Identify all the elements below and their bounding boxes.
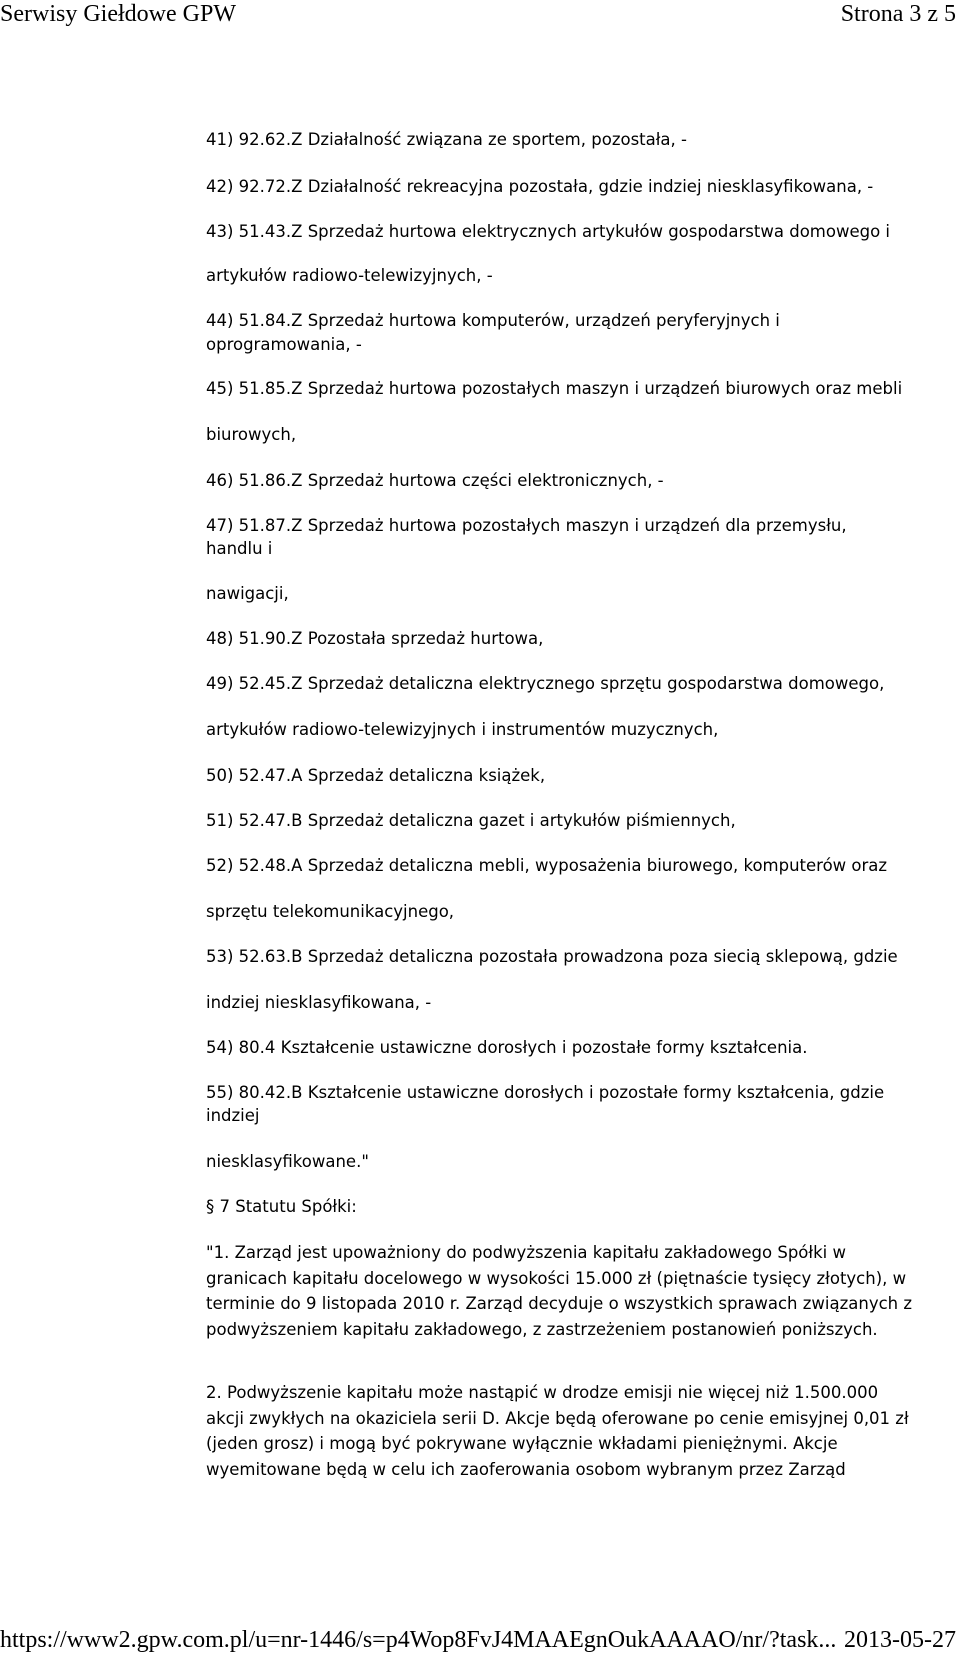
list-item: 44) 51.84.Z Sprzedaż hurtowa komputerów, urządzeń peryferyjnych i <box>206 311 780 330</box>
list-item: 46) 51.86.Z Sprzedaż hurtowa części elektronicznych, - <box>206 471 664 490</box>
list-item-continuation: niesklasyfikowane." <box>206 1152 369 1171</box>
list-item: 55) 80.42.B Kształcenie ustawiczne dorosłych i pozostałe formy kształcenia, gdzie <box>206 1083 885 1102</box>
list-item-continuation: artykułów radiowo-telewizyjnych, - <box>206 266 493 285</box>
list-item: 51) 52.47.B Sprzedaż detaliczna gazet i artykułów piśmiennych, <box>206 811 736 830</box>
list-item-continuation: nawigacji, <box>206 584 289 603</box>
header-site-title: Serwisy Giełdowe GPW <box>0 1 236 27</box>
list-item-continuation: biurowych, <box>206 425 297 444</box>
list-item: 54) 80.4 Kształcenie ustawiczne dorosłych i pozostałe formy kształcenia. <box>206 1038 808 1057</box>
list-item-continuation: handlu i <box>206 539 273 558</box>
list-item-continuation: artykułów radiowo-telewizyjnych i instrumentów muzycznych, <box>206 720 719 739</box>
page-footer <box>0 1626 960 1654</box>
page-header <box>0 0 960 28</box>
list-item: 42) 92.72.Z Działalność rekreacyjna pozostała, gdzie indziej niesklasyfikowana, - <box>206 177 874 196</box>
list-item-continuation: sprzętu telekomunikacyjnego, <box>206 902 455 921</box>
footer-url: https://www2.gpw.com.pl/u=nr-1446/s=p4Wop8FvJ4MAAEgnOukAAAAO/nr/?task... <box>0 1627 837 1653</box>
list-item-continuation: oprogramowania, - <box>206 335 362 354</box>
list-item: 47) 51.87.Z Sprzedaż hurtowa pozostałych maszyn i urządzeń dla przemysłu, <box>206 516 847 535</box>
section-heading: § 7 Statutu Spółki: <box>206 1197 357 1216</box>
list-item: 41) 92.62.Z Działalność związana ze sportem, pozostała, - <box>206 130 687 149</box>
list-item: 49) 52.45.Z Sprzedaż detaliczna elektrycznego sprzętu gospodarstwa domowego, <box>206 674 885 693</box>
list-item-continuation: indziej <box>206 1106 260 1125</box>
list-item: 53) 52.63.B Sprzedaż detaliczna pozostała prowadzona poza siecią sklepową, gdzie <box>206 947 898 966</box>
list-item: 43) 51.43.Z Sprzedaż hurtowa elektrycznych artykułów gospodarstwa domowego i <box>206 222 891 241</box>
footer-date: 2013-05-27 <box>844 1627 956 1653</box>
list-item: 52) 52.48.A Sprzedaż detaliczna mebli, wyposażenia biurowego, komputerów oraz <box>206 856 888 875</box>
statute-paragraph-2: 2. Podwyższenie kapitału może nastąpić w drodze emisji nie więcej niż 1.500.000 akcji zwykłych na okaziciela serii D. Akcje będą oferowane po cenie emisyjnej 0,01 zł (jeden grosz) i mogą być pokrywane wyłącznie wkładami pieniężnymi. Akcje wyemitowane będą w celu ich zaoferowania osobom wybranym przez Zarząd <box>206 1383 909 1479</box>
header-page-number: Strona 3 z 5 <box>840 1 956 27</box>
list-item: 50) 52.47.A Sprzedaż detaliczna książek, <box>206 766 546 785</box>
list-item-continuation: indziej niesklasyfikowana, - <box>206 993 432 1012</box>
list-item: 48) 51.90.Z Pozostała sprzedaż hurtowa, <box>206 629 544 648</box>
list-item: 45) 51.85.Z Sprzedaż hurtowa pozostałych maszyn i urządzeń biurowych oraz mebli <box>206 379 903 398</box>
statute-paragraph-1: "1. Zarząd jest upoważniony do podwyższenia kapitału zakładowego Spółki w granicach kapitału docelowego w wysokości 15.000 zł (piętnaście tysięcy złotych), w terminie do 9 listopada 2010 r. Zarząd decyduje o wszystkich sprawach związanych z podwyższeniem kapitału zakładowego, z zastrzeżeniem postanowień poniższych. <box>206 1243 913 1339</box>
